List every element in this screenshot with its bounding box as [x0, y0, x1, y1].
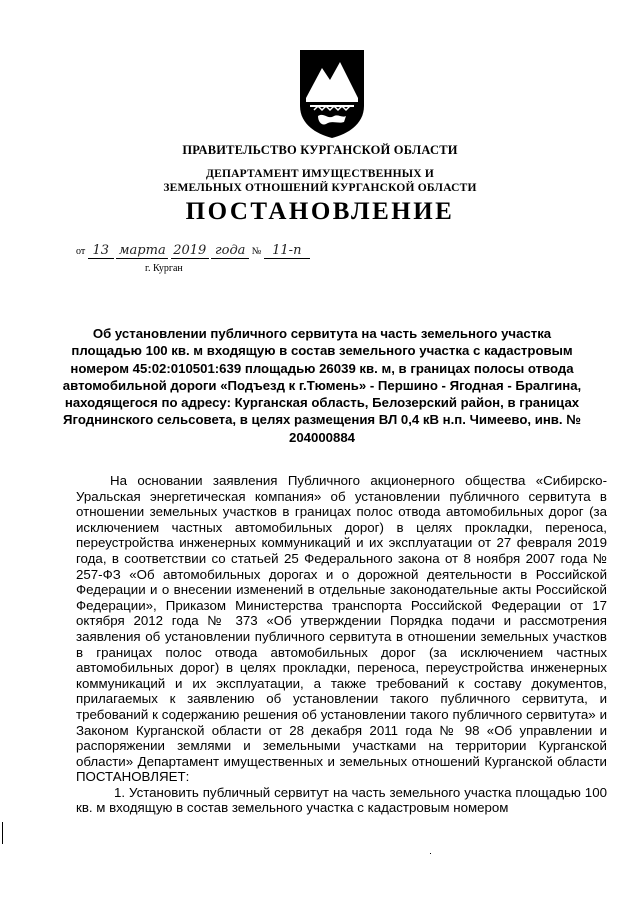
department-line-2: ЗЕМЕЛЬНЫХ ОТНОШЕНИЙ КУРГАНСКОЙ ОБЛАСТИ: [163, 182, 477, 194]
document-number: 11-п: [264, 243, 310, 259]
date-year-suffix: года: [211, 243, 249, 259]
department-line-1: ДЕПАРТАМЕНТ ИМУЩЕСТВЕННЫХ И: [206, 168, 434, 180]
document-type: ПОСТАНОВЛЕНИЕ: [185, 198, 455, 225]
paragraph-item-1: 1. Установить публичный сервитут на часть земельного участка площадью 100 кв. м входящую в состав земельного участка с кадастровым номером: [76, 784, 607, 816]
date-year: 2019: [171, 243, 209, 259]
government-name: ПРАВИТЕЛЬСТВО КУРГАНСКОЙ ОБЛАСТИ: [182, 143, 458, 157]
city: г. Курган: [145, 263, 183, 274]
document-title: Об установлении публичного сервитута на часть земельного участка площадью 100 кв. м входящую в состав земельного участка с кадастровым номером 45:02:010501:639 площадью 26039 кв. м, в границах полосы отвода автомобильной дороги «Подъезд к г.Тюмень» - Першино - Ягодная - Бралгина, находящегося по адресу: Курганская область, Белозерский район, в границах Ягоднинского сельсовета, в целях размещения ВЛ 0,4 кВ н.п. Чимеево, инв. № 204000884: [62, 326, 582, 445]
date-line: [76, 243, 376, 263]
number-label: №: [251, 246, 262, 257]
scan-margin-mark: [2, 822, 3, 844]
document-body: [76, 473, 607, 816]
date-from-label: от: [76, 246, 86, 257]
date-day: 13: [88, 243, 114, 259]
paragraph-basis: На основании заявления Публичного акционерного общества «Сибирско-Уральская энергетическая компания» об установлении публичного сервитута в отношении земельных участков в границах полос отвода автомобильных дорог (за исключением частных автомобильных дорог) в целях прокладки, переноса, переустройства инженерных коммуникаций и их эксплуатации от 27 февраля 2019 года, в соответствии со статьей 25 Федерального закона от 8 ноября 2007 года № 257-ФЗ «Об автомобильных дорогах и о дорожной деятельности в Российской Федерации и о внесении изменений в отдельные законодательные акты Российской Федерации», Приказом Министерства транспорта Российской Федерации от 17 октября 2012 года № 373 «Об утверждении Порядка подачи и рассмотрения заявления об установлении публичного сервитута в отношении земельных участков в границах полос отвода автомобильных дорог (за исключением частных автомобильных дорог) в целях прокладки, переноса, переустройства инженерных коммуникаций и их эксплуатации, а также требований к составу документов, прилагаемых к заявлению об установлении такого публичного сервитута, и требований к содержанию решения об установлении такого публичного сервитута» и Законом Курганской области от 28 декабря 2011 года № 98 «Об управлении и распоряжении землями и земельными участками на территории Курганской области» Департамент имущественных и земельных отношений Курганской области ПОСТАНОВЛЯЕТ:: [76, 473, 607, 785]
scan-dot: [430, 853, 431, 854]
date-month: марта: [116, 243, 168, 259]
coat-of-arms-icon: [296, 48, 368, 140]
department-name: [0, 167, 640, 195]
